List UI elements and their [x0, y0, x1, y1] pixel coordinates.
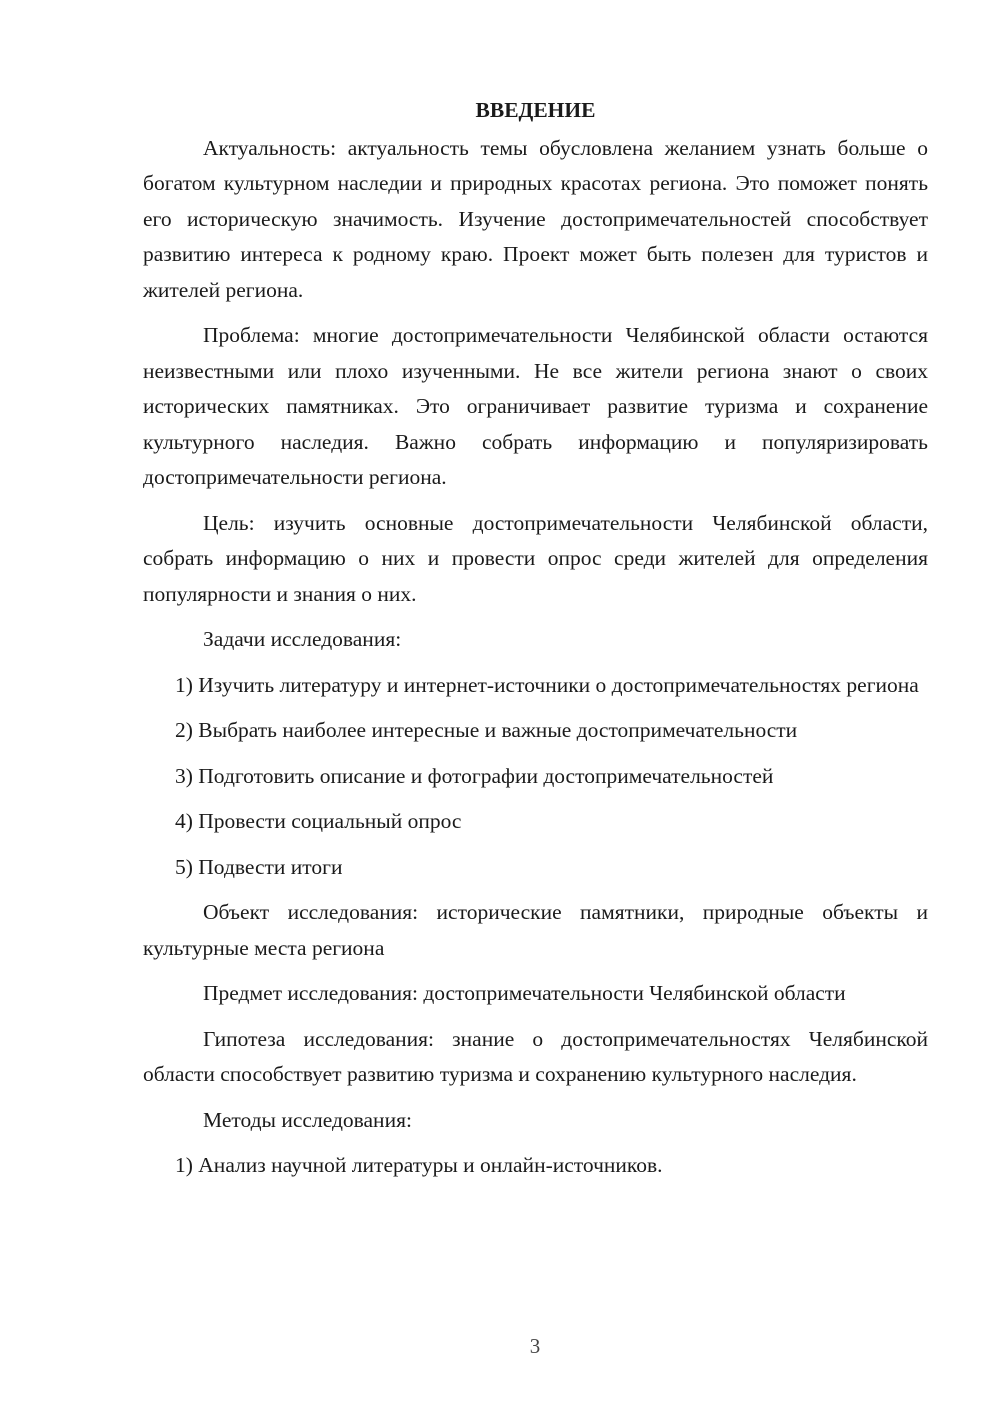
- paragraph-object: Объект исследования: исторические памятники, природные объекты и культурные места региона: [143, 900, 928, 960]
- task-item-5: 5) Подвести итоги: [175, 854, 343, 879]
- task-item-1: 1) Изучить литературу и интернет-источники о достопримечательностях региона: [175, 672, 919, 697]
- document-page: [143, 93, 928, 1194]
- page-number: 3: [529, 1334, 541, 1358]
- paragraph-methods-heading: Методы исследования:: [203, 1107, 412, 1132]
- paragraph-relevance: Актуальность: актуальность темы обусловлена желанием узнать больше о богатом культурном наследии и природных красотах региона. Это поможет понять его историческую значимость. Изучение достопримечательностей способствует развитию интереса к родному краю. Проект может быть полезен для туристов и жителей региона.: [143, 135, 928, 302]
- paragraph-subject: Предмет исследования: достопримечательности Челябинской области: [203, 981, 846, 1005]
- method-item-1: 1) Анализ научной литературы и онлайн-источников.: [175, 1153, 663, 1177]
- task-item-2: 2) Выбрать наиболее интересные и важные достопримечательности: [175, 718, 798, 742]
- paragraph-goal: Цель: изучить основные достопримечательности Челябинской области, собрать информацию о них и провести опрос среди жителей для определения популярности и знания о них.: [143, 510, 928, 606]
- paragraph-problem: Проблема: многие достопримечательности Челябинской области остаются неизвестными или плохо изученными. Не все жители региона знают о своих исторических памятниках. Это ограничивает развитие туризма и сохранение культурного наследия. Важно собрать информацию и популяризировать достопримечательности региона.: [143, 323, 928, 489]
- task-item-3: 3) Подготовить описание и фотографии достопримечательностей: [175, 763, 774, 788]
- paragraph-hypothesis: Гипотеза исследования: знание о достопримечательностях Челябинской области способствует развитию туризма и сохранению культурного наследия.: [143, 1026, 928, 1086]
- paragraph-tasks-heading: Задачи исследования:: [203, 627, 402, 651]
- page-title: ВВЕДЕНИЕ: [475, 98, 596, 122]
- task-item-4: 4) Провести социальный опрос: [175, 809, 462, 833]
